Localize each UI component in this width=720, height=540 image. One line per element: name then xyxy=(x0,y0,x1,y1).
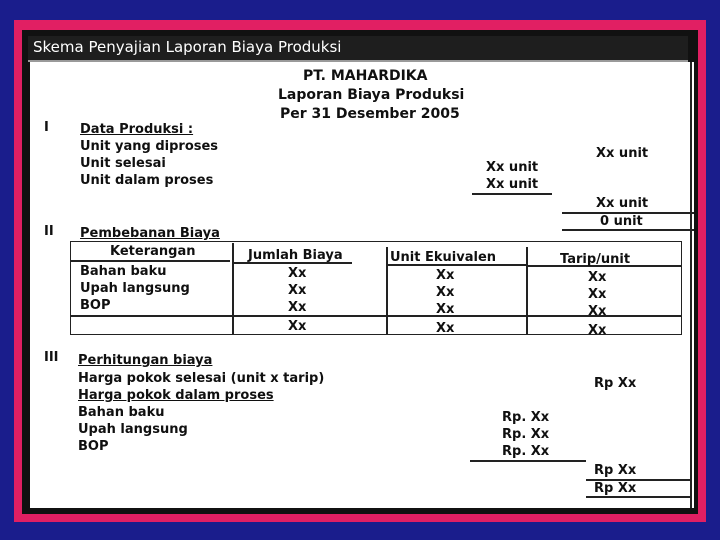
section1-units-bottom: 0 unit xyxy=(600,214,643,229)
table-cell-tarip: Xx xyxy=(588,270,607,285)
section2-heading: Pembebanan Biaya xyxy=(80,226,220,241)
table-total-ekuivalen: Xx xyxy=(436,321,455,336)
section3-item-value: Rp. Xx xyxy=(502,444,550,459)
table-cell-ekuivalen: Xx xyxy=(436,302,455,317)
table-divider xyxy=(232,243,234,334)
section3-total: Rp Xx xyxy=(594,463,637,478)
table-row-label: BOP xyxy=(80,298,111,313)
section1-heading: Data Produksi : xyxy=(80,122,194,137)
section3-heading: Perhitungan biaya xyxy=(78,353,213,368)
table-divider xyxy=(386,247,388,334)
rule xyxy=(586,496,692,498)
title-bar xyxy=(28,36,688,62)
section3-item-value: Rp. Xx xyxy=(502,427,550,442)
table-header-keterangan: Keterangan xyxy=(110,244,196,259)
table-header-rule xyxy=(70,260,230,262)
section1-units-mid: Xx unit xyxy=(486,160,539,175)
table-header-jumlah: Jumlah Biaya xyxy=(248,248,343,263)
section3-item: Upah langsung xyxy=(78,422,188,437)
rule xyxy=(470,460,586,462)
section2-numeral: II xyxy=(44,224,54,239)
company-name: PT. MAHARDIKA xyxy=(303,68,428,84)
section3-numeral: III xyxy=(44,350,59,365)
table-cell-tarip: Xx xyxy=(588,304,607,319)
table-cell-ekuivalen: Xx xyxy=(436,268,455,283)
table-row-label: Bahan baku xyxy=(80,264,167,279)
section1-units-total: Xx unit xyxy=(596,146,649,161)
table-divider xyxy=(526,247,528,334)
report-name: Laporan Biaya Produksi xyxy=(278,87,465,103)
table-header-ekuivalen: Unit Ekuivalen xyxy=(390,250,497,265)
table-cell-ekuivalen: Xx xyxy=(436,285,455,300)
table-row-label: Upah langsung xyxy=(80,281,190,296)
table-cell-jumlah: Xx xyxy=(288,283,307,298)
section3-item: Bahan baku xyxy=(78,405,165,420)
section1-row: Unit yang diproses xyxy=(80,139,219,154)
slide-title: Skema Penyajian Laporan Biaya Produksi xyxy=(33,38,342,56)
section3-total: Rp Xx xyxy=(594,481,637,496)
rule xyxy=(562,229,694,231)
section1-units-mid: Xx unit xyxy=(486,177,539,192)
table-cell-tarip: Xx xyxy=(588,287,607,302)
section1-numeral: I xyxy=(44,120,49,135)
section1-row: Unit selesai xyxy=(80,156,166,171)
report-period: Per 31 Desember 2005 xyxy=(280,106,460,122)
section1-row: Unit dalam proses xyxy=(80,173,214,188)
section3-line1-value: Rp Xx xyxy=(594,376,637,391)
table-cell-jumlah: Xx xyxy=(288,266,307,281)
section3-item-value: Rp. Xx xyxy=(502,410,550,425)
table-cell-jumlah: Xx xyxy=(288,300,307,315)
scan-edge xyxy=(690,62,692,508)
section1-units-bottom: Xx unit xyxy=(596,196,649,211)
scanned-report xyxy=(30,62,694,508)
section3-line1: Harga pokok selesai (unit x tarip) xyxy=(78,371,325,386)
table-total-tarip: Xx xyxy=(588,323,607,338)
table-header-tarip: Tarip/unit xyxy=(560,252,631,267)
section3-item: BOP xyxy=(78,439,109,454)
rule xyxy=(472,193,552,195)
section3-line2: Harga pokok dalam proses xyxy=(78,388,274,403)
table-total-jumlah: Xx xyxy=(288,319,307,334)
